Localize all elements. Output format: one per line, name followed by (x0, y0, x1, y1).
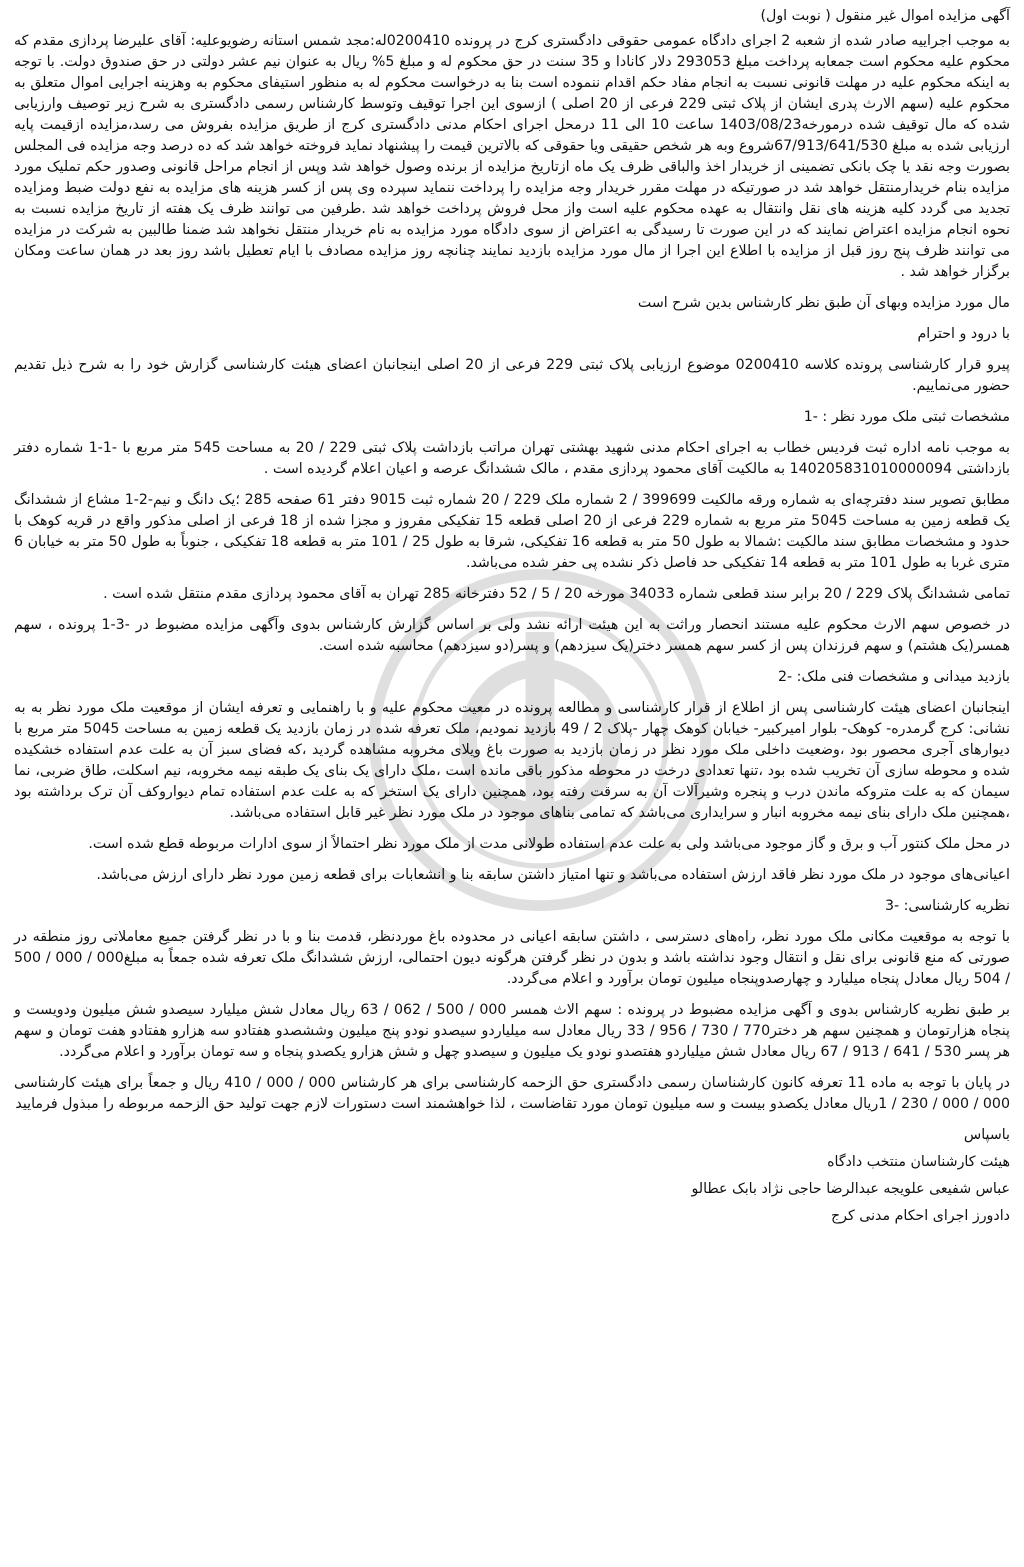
section-1-heading: مشخصات ثبتی ملک مورد نظر : -1 (803, 409, 1010, 425)
signoff-committee: هیئت کارشناسان منتخب دادگاه (827, 1154, 1010, 1170)
signoff-officer: دادورز اجرای احکام مدنی کرج (831, 1208, 1010, 1224)
report-intro: پیرو قرار کارشناسی پرونده کلاسه 0200410 موضوع ارزیابی پلاک ثبتی 229 فرعی از 20 اصلی اینجانبان اعضای هیئت کارشناسی گزارش خود را به شرح ذیل تقدیم حضور می‌نماییم. (14, 357, 1010, 394)
section-3-paragraph-2: بر طبق نظریه کارشناس بدوی و آگهی مزایده مضبوط در پرونده : سهم الاث همسر 000 / 500 / 062 / 63 ریال معادل شش میلیارد سیصدو شش میلیون ودویست و پنجاه هزارتومان و همچنین سهم هر دختر770 / 730 / 956 / 33 ریال معادل سه میلیاردو سیصدو نودو پنج میلیون وششصدو هفتادو سه هزارو هفتادو هفت تومان و سهم هر پسر 530 / 641 / 913 / 67 ریال معادل شش میلیاردو هفتصدو نودو یک میلیون و سیصدو چهل و شش هزارو یکصدو پنجاه و سه تومان برآورد و اعلام می‌گردد. (14, 1002, 1011, 1060)
greeting: با درود و احترام (917, 326, 1010, 342)
notice-title: آگهی مزایده اموال غیر منقول ( نوبت اول) (760, 8, 1010, 24)
section-2-paragraph-2: در محل ملک کنتور آب و برق و گاز موجود می‌باشد ولی به علت عدم استفاده طولانی مدت از ملک مورد نظر احتمالاً از سوی ادارات مربوطه قطع شده است. (88, 836, 1010, 852)
intro-paragraph: به موجب اجراییه صادر شده از شعبه 2 اجرای دادگاه عمومی حقوقی دادگستری کرج در پرونده 0200410له:مجد شمس استانه رضویوعلیه: آقای علیرضا پردازی مقدم که محکوم علیه محکوم است جمعابه پرداخت مبلغ 293053 دلار کانادا و 35 سنت در حق محکوم له و مبلغ 5% ریال به عنوان نیم عشر دولتی در حق صندوق دولت. با توجه به اینکه محکوم علیه در مهلت قانونی نسبت به انجام مفاد حکم اقدام ننموده است بنا به درخواست محکوم له به منظور استیفای محکوم به وهزینه اجرایی اموال متعلق به محکوم علیه (سهم الارث پدری ایشان از پلاک ثبتی 229 فرعی از 20 اصلی ) ازسوی این اجرا توقیف وتوسط کارشناس رسمی دادگستری به شرح زیر توصیف وارزیابی شده که مال توقیف شده درمورخه1403/08/23 ساعت 10 الی 11 درمحل اجرای احکام مدنی دادگستری کرج از طریق مزایده بفروش می رسد،مزایده ازقیمت پایه ارزیابی شده به مبلغ 67/913/641/530شروع وبه هر شخص حقیقی ویا حقوقی که بالاترین قیمت را پیشنهاد نماید فروخته خواهد شد که ده درصد وجه مزایده فی المجلس بصورت وجه نقد یا چک بانکی تضمینی از خریدار اخذ والباقی ظرف یک ماه ازتاریخ مزایده از برنده وصول خواهد شد وپس از انجام مراحل قانونی وصدور حکم تملیک مورد مزایده بنام خریدارمنتقل خواهد شد در صورتیکه در مهلت مقرر خریدار وجه مزایده را پرداخت ننماید سپرده وی پس از کسر هزینه های مزایده به نفع دولت ضبط ومزایده تجدید می گردد کلیه هزینه های نقل وانتقال به عهده محکوم علیه است واز محل فروش پرداخت خواهد شد .طرفین می توانند ظرف یک هفته از تاریخ مزایده نسبت به نحوه انجام مزایده اعتراض نمایند که در این صورت تا رسیدگی به اعتراض از سوی دادگاه مورد مزایده به نام خریدار منتقل نخواهد شد ضمنا طالبین به شرکت در مزایده می توانند ظرف پنج روز قبل از مزایده با اطلاع این اجرا از مال مورد مزایده بازدید نمایند چنانچه روز مزایده مصادف با ایام تعطیل باشد روز بعد در همان ساعت ومکان برگزار خواهد شد . (14, 33, 1011, 280)
section-3-paragraph-1: با توجه به موقعیت مکانی ملک مورد نظر، راه‌های دسترسی ، داشتن سابقه اعیانی در محدوده باغ موردنظر، قدمت بنا و با در نظر گرفتن جمیع معاملاتی روز منطقه در صورتی که منع قانونی برای نقل و انتقال وجود نداشته باشد و بدون در نظر گرفتن هرگونه دیون احتمالی، ارزش ششدانگ ملک تعرفه شده جمعاً به مبلغ000 / 000 / 500 / 504 ریال معادل پنجاه میلیارد و چهارصدوپنجاه میلیون تومان برآورد و اعلام می‌گردد. (14, 929, 1010, 987)
section-2-paragraph-1: اینجانبان اعضای هیئت کارشناسی پس از اطلاع از قرار کارشناسی و مطالعه پرونده در معیت محکوم علیه و با راهنمایی و تعرفه ایشان از موقعیت ملک مورد نظر به به نشانی: کرج گرمدره- کوهک- بلوار امیرکبیر- خیابان کوهک چهار -پلاک 2 / 49 بازدید نمودیم، ملک تعرفه شده در زمان بازدید یک قطعه زمین به مساحت 5045 متر مربع با دیوارهای آجری محصور بود ،وضعیت داخلی ملک مورد نظر در زمان بازدید به صورت باغ ویلای مخروبه مشاهده گردید ،که فضای سبز آن به علت عدم استفاده خشکیده شده و محوطه سازی آن تخریب شده بود ،تنها تعدادی درخت در محوطه مذکور باقی مانده است ،ملک دارای یک بنای یک طبقه نیمه مخروبه، نیم اسکلت، طاق ضربی، نما سیمان که به علت متروکه ماندن درب و پنجره وشیرآلات آن به سرقت رفته بود، همچنین دارای یک استخر که به علت عدم استفاده تمام دیواروکف آن ترک برداشته بود ،همچنین ملک دارای بنای نیمه مخروبه انبار و سرایداری می‌باشد که تمامی بناهای موجود در ملک مورد نظر غیر قابل استفاده می‌باشد. (14, 700, 1010, 821)
intro-summary: مال مورد مزایده وبهای آن طبق نظر کارشناس بدین شرح است (637, 295, 1010, 311)
thanks: باسپاس (963, 1127, 1010, 1143)
section-3-heading: نظریه کارشناسی: -3 (884, 898, 1010, 914)
signoff-experts: عباس شفیعی علویجه عبدالرضا حاجی نژاد بابک عطالو (691, 1181, 1010, 1197)
section-1-item-4: در خصوص سهم الارث محکوم علیه مستند انحصار وراثت به این هیئت ارائه نشد ولی بر اساس گزارش کارشناس بدوی وآگهی مزایده مضبوط در -3-1 پرونده ، سهم همسر(یک هشتم) و سهم فرزندان پس از کسر سهم همسر دختر(یک سیزدهم) و پسر(دو سیزدهم) محاسبه شده است. (14, 617, 1010, 654)
section-3-paragraph-3: در پایان با توجه به ماده 11 تعرفه کانون کارشناسان رسمی دادگستری حق الزحمه کارشناسی برای هر کارشناس 000 / 000 / 410 ریال و جمعاً برای هیئت کارشناسی 000 / 000 / 230 / 1ریال معادل یکصدو بیست و سه میلیون تومان مورد تقاضاست ، لذا خواهشمند است دستورات لازم جهت تولید حق الزحمه مربوطه را مبذول فرمایید (14, 1075, 1010, 1112)
section-1-item-3: تمامی ششدانگ پلاک 229 / 20 برابر سند قطعی شماره 34033 مورخه 20 / 5 / 52 دفترخانه 285 تهران به آقای محمود پردازی مقدم منتقل شده است . (103, 586, 1010, 602)
section-1-item-1: به موجب نامه اداره ثبت فردیس خطاب به اجرای احکام مدنی شهید بهشتی تهران مراتب بازداشت پلاک ثبتی 229 / 20 به مساحت 545 متر مربع با -1-1 شماره دفتر بازداشتی 140205831010000094 به مالکیت آقای محمود پردازی مقدم ، مالک ششدانگ عرصه و اعیان اعلام گردیده است . (14, 440, 1010, 477)
section-2-heading: بازدید میدانی و مشخصات فنی ملک: -2 (778, 669, 1010, 685)
section-2-paragraph-3: اعیانی‌های موجود در ملک مورد نظر فاقد ارزش استفاده می‌باشد و تنها امتیاز داشتن سابقه بنا و انشعابات برای قطعه زمین مورد نظر دارای ارزش می‌باشد. (96, 867, 1010, 883)
section-1-item-2: مطابق تصویر سند دفترچه‌ای به شماره ورقه مالکیت 399699 / 2 شماره ملک 229 / 20 شماره ثبت 9015 دفتر 61 صفحه 285 ؛یک دانگ و نیم-2-1 مشاع از ششدانگ یک قطعه زمین به مساحت 5045 متر مربع به شماره 229 فرعی از 20 اصلی قطعه 15 تفکیکی مفروز و مجزا شده از 18 فرعی از اصلی مذکور واقع در قریه کوهک با حدود و مشخصات مطابق سند مالکیت :شمالا به طول 50 متر به قطعه 16 تفکیکی، شرقا به طول 25 / 101 متر به قطعه 18 تفکیکی ، جنوباً به طول 50 متر به خیابان 6 متری غربا به طول 101 متر به قطعه 14 تفکیکی حد فاصل ذکر نشده پی حفر شده می‌باشد. (14, 492, 1010, 571)
